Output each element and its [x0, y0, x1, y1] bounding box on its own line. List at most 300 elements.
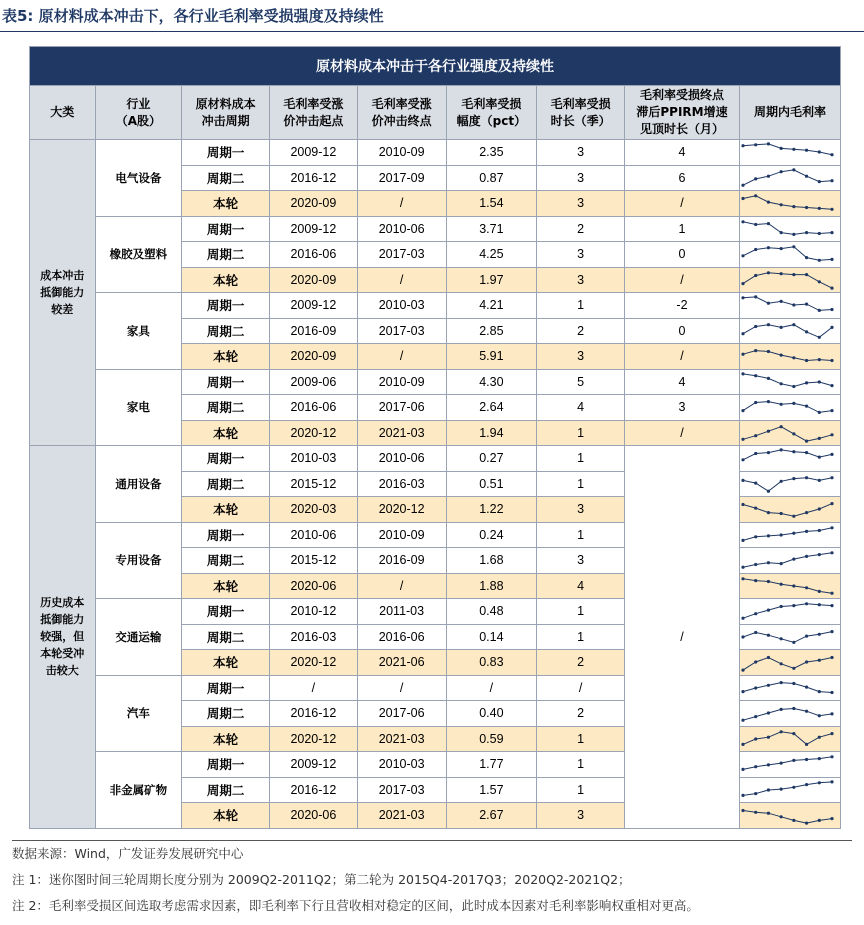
- sparkline-cell: [739, 446, 840, 472]
- sparkline-cell: [739, 140, 840, 166]
- value-cell: 2009-06: [270, 369, 358, 395]
- sparkline-point: [767, 323, 770, 326]
- value-cell: 2016-12: [270, 777, 358, 803]
- period-cell: 周期一: [182, 140, 270, 166]
- value-cell: 3.71: [446, 216, 537, 242]
- sparkline-point: [792, 604, 795, 607]
- period-cell: 周期二: [182, 471, 270, 497]
- period-cell: 周期一: [182, 675, 270, 701]
- sparkline-point: [741, 809, 744, 812]
- category-cell: 历史成本 抵御能力 较强，但 本轮受冲 击较大: [30, 446, 96, 829]
- period-cell: 周期二: [182, 318, 270, 344]
- sparkline-point: [805, 511, 808, 514]
- sparkline-point: [780, 300, 783, 303]
- value-cell: 4.30: [446, 369, 537, 395]
- value-cell: 2.35: [446, 140, 537, 166]
- sparkline-point: [830, 551, 833, 554]
- value-cell: 2: [537, 318, 625, 344]
- sparkline-point: [754, 631, 757, 634]
- sparkline-point: [767, 143, 770, 146]
- sparkline-point: [805, 149, 808, 152]
- sparkline-point: [805, 555, 808, 558]
- sparkline-cell: [739, 624, 840, 650]
- period-cell: 周期一: [182, 599, 270, 625]
- sparkline-point: [818, 714, 821, 717]
- value-cell: 2020-03: [270, 497, 358, 523]
- period-cell: 周期一: [182, 369, 270, 395]
- sparkline-point: [805, 381, 808, 384]
- value-cell: 1.54: [446, 191, 537, 217]
- sparkline-point: [805, 476, 808, 479]
- sparkline-point: [754, 401, 757, 404]
- lag-cell: 3: [625, 395, 740, 421]
- sparkline-point: [818, 232, 821, 235]
- sparkline-point: [805, 758, 808, 761]
- sparkline-point: [754, 177, 757, 180]
- industry-cell: 非金属矿物: [95, 752, 182, 829]
- value-cell: 1: [537, 522, 625, 548]
- sparkline-point: [792, 584, 795, 587]
- value-cell: 0.48: [446, 599, 537, 625]
- period-cell: 周期二: [182, 548, 270, 574]
- sparkline-point: [741, 437, 744, 440]
- period-cell: 本轮: [182, 497, 270, 523]
- sparkline-chart: [740, 293, 835, 317]
- value-cell: /: [446, 675, 537, 701]
- value-cell: 2015-12: [270, 548, 358, 574]
- sparkline-point: [830, 286, 833, 289]
- value-cell: 5.91: [446, 344, 537, 370]
- sparkline-chart: [740, 319, 835, 343]
- value-cell: 3: [537, 803, 625, 829]
- value-cell: 1: [537, 624, 625, 650]
- sparkline-point: [741, 669, 744, 672]
- header-cell: 行业 （A股）: [95, 86, 182, 140]
- sparkline-point: [818, 411, 821, 414]
- industry-cell: 电气设备: [95, 140, 182, 217]
- sparkline-cell: [739, 216, 840, 242]
- value-cell: 2009-12: [270, 216, 358, 242]
- sparkline-point: [741, 690, 744, 693]
- sparkline-point: [830, 153, 833, 156]
- value-cell: 3: [537, 242, 625, 268]
- value-cell: 2020-09: [270, 267, 358, 293]
- sparkline-point: [830, 713, 833, 716]
- sparkline-cell: [739, 420, 840, 446]
- value-cell: /: [357, 573, 446, 599]
- sparkline-point: [818, 690, 821, 693]
- note-source: 数据来源：Wind，广发证券发展研究中心: [12, 846, 244, 861]
- sparkline-point: [830, 179, 833, 182]
- sparkline-cell: [739, 803, 840, 829]
- sparkline-point: [792, 641, 795, 644]
- sparkline-point: [792, 385, 795, 388]
- sparkline-point: [754, 434, 757, 437]
- sparkline-point: [818, 280, 821, 283]
- sparkline-point: [741, 743, 744, 746]
- sparkline-chart: [740, 497, 835, 521]
- sparkline-point: [818, 437, 821, 440]
- value-cell: 1.22: [446, 497, 537, 523]
- value-cell: 1: [537, 599, 625, 625]
- sparkline-chart: [740, 140, 835, 164]
- sparkline-point: [830, 384, 833, 387]
- sparkline-cell: [739, 701, 840, 727]
- sparkline-point: [767, 735, 770, 738]
- sparkline-point: [780, 512, 783, 515]
- sparkline-point: [830, 817, 833, 820]
- sparkline-point: [805, 405, 808, 408]
- sparkline-point: [792, 304, 795, 307]
- period-cell: 周期二: [182, 777, 270, 803]
- lag-cell: 4: [625, 369, 740, 395]
- value-cell: 4: [537, 395, 625, 421]
- value-cell: 5: [537, 369, 625, 395]
- sparkline-point: [792, 356, 795, 359]
- sparkline-point: [792, 759, 795, 762]
- sparkline-point: [767, 350, 770, 353]
- value-cell: 1: [537, 293, 625, 319]
- sparkline-cell: [739, 242, 840, 268]
- sparkline-point: [754, 765, 757, 768]
- sparkline-point: [792, 432, 795, 435]
- sparkline-point: [792, 558, 795, 561]
- period-cell: 周期二: [182, 624, 270, 650]
- sparkline-point: [767, 812, 770, 815]
- sparkline-point: [805, 273, 808, 276]
- sparkline-point: [805, 206, 808, 209]
- sparkline-point: [780, 479, 783, 482]
- table-row: [30, 293, 841, 319]
- sparkline-point: [830, 409, 833, 412]
- sparkline-point: [805, 451, 808, 454]
- value-cell: 2010-06: [357, 446, 446, 472]
- lag-cell: 1: [625, 216, 740, 242]
- sparkline-point: [818, 553, 821, 556]
- sparkline-cell: [739, 471, 840, 497]
- sparkline-point: [767, 174, 770, 177]
- sparkline-point: [767, 489, 770, 492]
- period-cell: 本轮: [182, 344, 270, 370]
- sparkline-point: [741, 479, 744, 482]
- sparkline-point: [767, 377, 770, 380]
- sparkline-point: [780, 326, 783, 329]
- lag-cell-merged: /: [625, 446, 740, 829]
- sparkline-point: [792, 477, 795, 480]
- sparkline-point: [780, 449, 783, 452]
- industry-cell: 交通运输: [95, 599, 182, 676]
- sparkline-chart: [740, 523, 835, 547]
- sparkline-point: [805, 602, 808, 605]
- sparkline-point: [780, 681, 783, 684]
- sparkline-point: [741, 768, 744, 771]
- sparkline-point: [818, 151, 821, 154]
- value-cell: 2.64: [446, 395, 537, 421]
- value-cell: 1: [537, 726, 625, 752]
- sparkline-cell: [739, 293, 840, 319]
- sparkline-point: [754, 579, 757, 582]
- value-cell: 0.40: [446, 701, 537, 727]
- sparkline-point: [767, 580, 770, 583]
- table-row: [30, 369, 841, 395]
- value-cell: 2020-09: [270, 344, 358, 370]
- sparkline-point: [741, 254, 744, 257]
- value-cell: 2017-03: [357, 777, 446, 803]
- period-cell: 本轮: [182, 803, 270, 829]
- sparkline-cell: [739, 777, 840, 803]
- value-cell: 1.88: [446, 573, 537, 599]
- sparkline-point: [754, 349, 757, 352]
- value-cell: 2010-03: [270, 446, 358, 472]
- sparkline-point: [805, 359, 808, 362]
- sparkline-point: [767, 656, 770, 659]
- sparkline-chart: [740, 752, 835, 776]
- sparkline-chart: [740, 191, 835, 215]
- period-cell: 本轮: [182, 573, 270, 599]
- value-cell: 0.87: [446, 165, 537, 191]
- sparkline-point: [830, 656, 833, 659]
- sparkline-point: [767, 451, 770, 454]
- table-banner: 原材料成本冲击于各行业强度及持续性: [30, 47, 841, 86]
- sparkline-point: [754, 452, 757, 455]
- value-cell: 3: [537, 497, 625, 523]
- note-2: 注 2：毛利率受损区间选取考虑需求因素，即毛利率下行且营收相对稳定的区间，此时成本因素对毛利率影响权重相对更高。: [12, 898, 699, 913]
- value-cell: 3: [537, 267, 625, 293]
- sparkline-point: [818, 659, 821, 662]
- period-cell: 本轮: [182, 191, 270, 217]
- sparkline-point: [805, 256, 808, 259]
- sparkline-point: [741, 458, 744, 461]
- sparkline-point: [741, 503, 744, 506]
- lag-cell: 6: [625, 165, 740, 191]
- sparkline-point: [754, 612, 757, 615]
- value-cell: 2016-12: [270, 701, 358, 727]
- sparkline-point: [754, 296, 757, 299]
- sparkline-chart: [740, 727, 835, 751]
- sparkline-cell: [739, 165, 840, 191]
- value-cell: 2016-12: [270, 165, 358, 191]
- sparkline-point: [805, 743, 808, 746]
- value-cell: 2021-03: [357, 726, 446, 752]
- sparkline-cell: [739, 650, 840, 676]
- sparkline-point: [754, 481, 757, 484]
- sparkline-point: [818, 757, 821, 760]
- sparkline-point: [792, 682, 795, 685]
- value-cell: 4: [537, 573, 625, 599]
- sparkline-point: [805, 661, 808, 664]
- value-cell: 2.67: [446, 803, 537, 829]
- sparkline-point: [830, 732, 833, 735]
- sparkline-point: [780, 708, 783, 711]
- value-cell: 2020-12: [270, 726, 358, 752]
- value-cell: 0.51: [446, 471, 537, 497]
- sparkline-point: [830, 780, 833, 783]
- sparkline-point: [818, 380, 821, 383]
- sparkline-point: [767, 400, 770, 403]
- header-cell: 毛利率受损终点 滞后PPIRM增速 见顶时长（月）: [625, 86, 740, 140]
- sparkline-point: [818, 632, 821, 635]
- sparkline-point: [780, 787, 783, 790]
- value-cell: 2016-06: [270, 395, 358, 421]
- category-cell: 成本冲击 抵御能力 较差: [30, 140, 96, 446]
- sparkline-point: [754, 661, 757, 664]
- sparkline-chart: [740, 778, 835, 802]
- sparkline-cell: [739, 497, 840, 523]
- value-cell: 0.83: [446, 650, 537, 676]
- sparkline-point: [754, 507, 757, 510]
- sparkline-point: [780, 231, 783, 234]
- value-cell: 2011-03: [357, 599, 446, 625]
- sparkline-point: [741, 296, 744, 299]
- sparkline-point: [818, 456, 821, 459]
- sparkline-line: [743, 297, 832, 311]
- sparkline-point: [741, 353, 744, 356]
- value-cell: 2016-06: [357, 624, 446, 650]
- period-cell: 周期二: [182, 165, 270, 191]
- sparkline-point: [830, 433, 833, 436]
- sparkline-point: [792, 450, 795, 453]
- value-cell: /: [357, 267, 446, 293]
- industry-cell: 家具: [95, 293, 182, 370]
- sparkline-chart: [740, 599, 835, 623]
- header-cell: 原材料成本 冲击周期: [182, 86, 270, 140]
- sparkline-point: [818, 590, 821, 593]
- lag-cell: /: [625, 267, 740, 293]
- sparkline-point: [805, 303, 808, 306]
- sparkline-point: [818, 259, 821, 262]
- sparkline-chart: [740, 268, 835, 292]
- sparkline-point: [754, 325, 757, 328]
- sparkline-point: [805, 710, 808, 713]
- industry-cell: 橡胶及塑料: [95, 216, 182, 293]
- value-cell: /: [357, 344, 446, 370]
- sparkline-point: [741, 332, 744, 335]
- value-cell: 2017-06: [357, 701, 446, 727]
- sparkline-point: [792, 531, 795, 534]
- sparkline-point: [741, 539, 744, 542]
- sparkline-point: [754, 563, 757, 566]
- sparkline-point: [754, 223, 757, 226]
- sparkline-cell: [739, 522, 840, 548]
- sparkline-point: [767, 764, 770, 767]
- sparkline-point: [805, 174, 808, 177]
- sparkline-point: [767, 609, 770, 612]
- sparkline-point: [754, 792, 757, 795]
- sparkline-point: [792, 667, 795, 670]
- sparkline-point: [830, 326, 833, 329]
- sparkline-point: [830, 604, 833, 607]
- sparkline-point: [754, 811, 757, 814]
- value-cell: 0.24: [446, 522, 537, 548]
- sparkline-point: [780, 533, 783, 536]
- period-cell: 周期一: [182, 216, 270, 242]
- value-cell: 2020-06: [270, 803, 358, 829]
- sparkline-chart: [740, 395, 835, 419]
- period-cell: 周期一: [182, 293, 270, 319]
- period-cell: 周期二: [182, 242, 270, 268]
- sparkline-point: [780, 247, 783, 250]
- value-cell: 3: [537, 191, 625, 217]
- sparkline-cell: [739, 599, 840, 625]
- sparkline-point: [805, 634, 808, 637]
- value-cell: 3: [537, 344, 625, 370]
- value-cell: 2021-06: [357, 650, 446, 676]
- value-cell: /: [357, 675, 446, 701]
- value-cell: 2017-03: [357, 242, 446, 268]
- sparkline-chart: [740, 421, 835, 445]
- sparkline-cell: [739, 344, 840, 370]
- value-cell: 2020-09: [270, 191, 358, 217]
- header-cell: 毛利率受损 时长（季）: [537, 86, 625, 140]
- value-cell: 2020-12: [270, 420, 358, 446]
- value-cell: 3: [537, 548, 625, 574]
- value-cell: 1: [537, 446, 625, 472]
- value-cell: 2015-12: [270, 471, 358, 497]
- sparkline-point: [780, 562, 783, 565]
- value-cell: 1.94: [446, 420, 537, 446]
- sparkline-point: [818, 479, 821, 482]
- value-cell: 2010-09: [357, 140, 446, 166]
- value-cell: 0.14: [446, 624, 537, 650]
- sparkline-point: [741, 372, 744, 375]
- sparkline-point: [767, 633, 770, 636]
- sparkline-chart: [740, 650, 835, 674]
- value-cell: 2009-12: [270, 140, 358, 166]
- sparkline-point: [767, 201, 770, 204]
- value-cell: 2020-12: [357, 497, 446, 523]
- sparkline-point: [792, 323, 795, 326]
- notes: [12, 840, 852, 919]
- period-cell: 本轮: [182, 267, 270, 293]
- value-cell: 2016-06: [270, 242, 358, 268]
- sparkline-point: [805, 530, 808, 533]
- sparkline-point: [754, 194, 757, 197]
- sparkline-point: [780, 425, 783, 428]
- sparkline-point: [780, 662, 783, 665]
- sparkline-chart: [740, 676, 835, 700]
- lag-cell: /: [625, 344, 740, 370]
- sparkline-point: [767, 788, 770, 791]
- value-cell: /: [270, 675, 358, 701]
- sparkline-point: [818, 529, 821, 532]
- value-cell: 2017-03: [357, 318, 446, 344]
- sparkline-point: [767, 511, 770, 514]
- sparkline-point: [741, 617, 744, 620]
- value-cell: 2010-09: [357, 369, 446, 395]
- value-cell: 2: [537, 216, 625, 242]
- sparkline-point: [767, 302, 770, 305]
- value-cell: 2020-06: [270, 573, 358, 599]
- industry-cell: 专用设备: [95, 522, 182, 599]
- header-cell: 毛利率受涨 价冲击起点: [270, 86, 358, 140]
- value-cell: 0.59: [446, 726, 537, 752]
- value-cell: 2010-03: [357, 293, 446, 319]
- industry-cell: 汽车: [95, 675, 182, 752]
- table-row: [30, 140, 841, 166]
- sparkline-point: [792, 707, 795, 710]
- header-cell: 毛利率受损 幅度（pct）: [446, 86, 537, 140]
- sparkline-cell: [739, 726, 840, 752]
- sparkline-point: [741, 197, 744, 200]
- sparkline-point: [805, 783, 808, 786]
- sparkline-point: [741, 577, 744, 580]
- sparkline-point: [792, 168, 795, 171]
- sparkline-point: [792, 273, 795, 276]
- period-cell: 周期二: [182, 395, 270, 421]
- sparkline-point: [741, 282, 744, 285]
- sparkline-cell: [739, 191, 840, 217]
- value-cell: 1.97: [446, 267, 537, 293]
